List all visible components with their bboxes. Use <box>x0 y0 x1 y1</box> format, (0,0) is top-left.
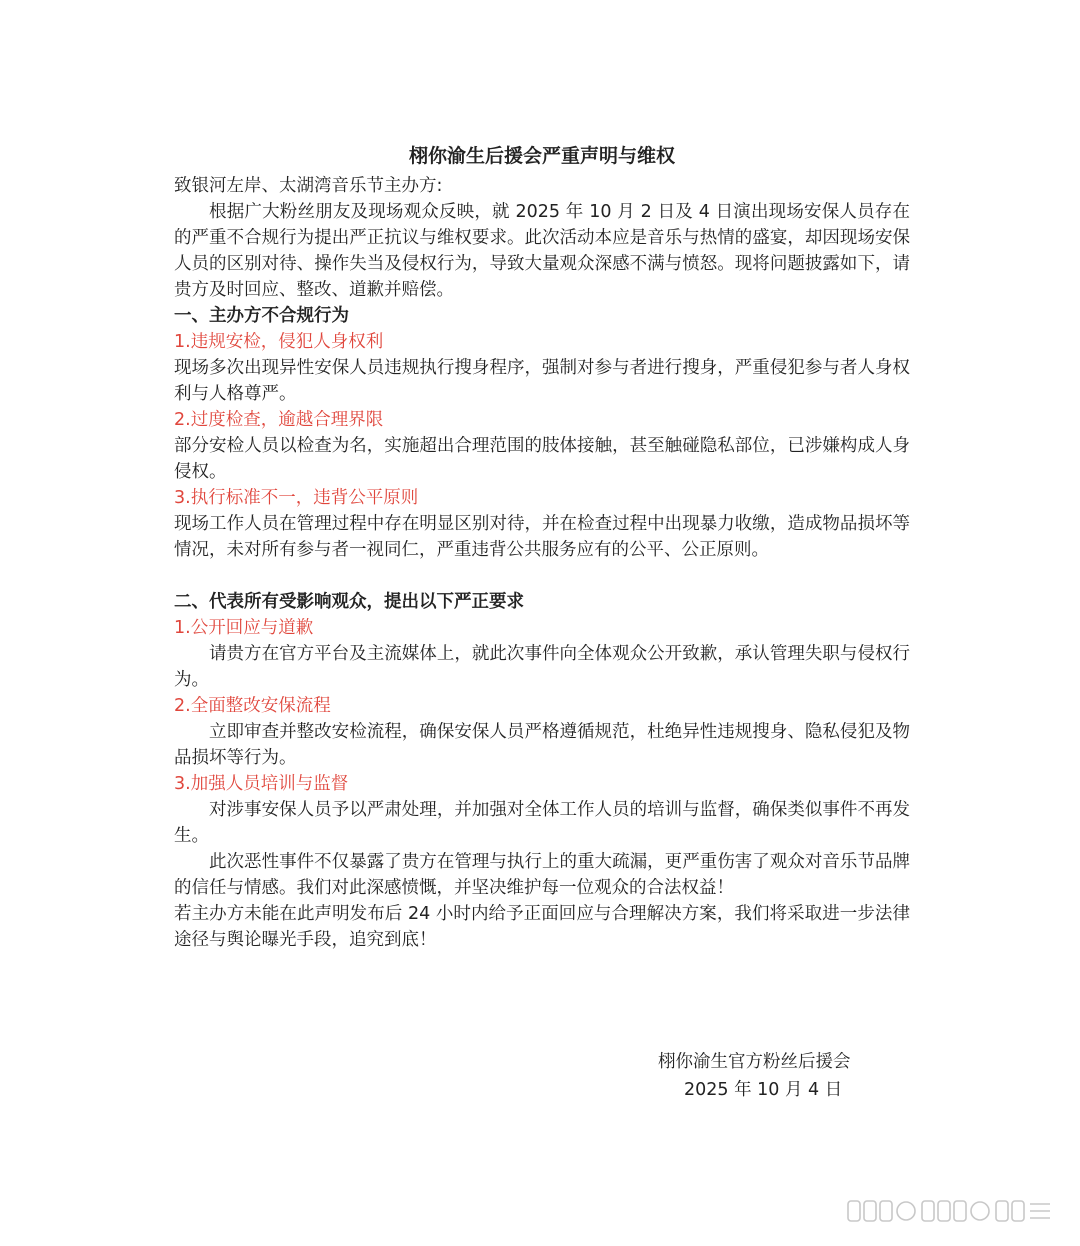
signature-block <box>630 1048 890 1104</box>
signature-date: 2025 年 10 月 4 日 <box>684 1080 843 1100</box>
section-1-item-3-title: 3.执行标准不一，违背公平原则 <box>174 488 419 508</box>
section-2-item-1-title: 1.公开回应与道歉 <box>174 618 314 638</box>
section-1-item-2-body: 部分安检人员以检查为名，实施超出合理范围的肢体接触，甚至触碰隐私部位，已涉嫌构成人身侵权。 <box>174 436 910 482</box>
document-title: 栩你渝生后援会严重声明与维权 <box>408 145 675 167</box>
section-2-item-3-body: 对涉事安保人员予以严肃处理，并加强对全体工作人员的培训与监督，确保类似事件不再发生。 <box>174 800 910 846</box>
section-spacer <box>174 563 910 589</box>
section-2-heading: 二、代表所有受影响观众，提出以下严正要求 <box>174 592 524 612</box>
statement-document <box>174 141 910 953</box>
platform-watermark-icon <box>846 1198 1056 1224</box>
closing-paragraph-1: 此次恶性事件不仅暴露了贵方在管理与执行上的重大疏漏，更严重伤害了观众对音乐节品牌的信任与情感。我们对此深感愤慨，并坚决维护每一位观众的合法权益！ <box>174 852 910 898</box>
section-2-item-1-body: 请贵方在官方平台及主流媒体上，就此次事件向全体观众公开致歉，承认管理失职与侵权行为。 <box>174 644 910 690</box>
section-1-item-1-body: 现场多次出现异性安保人员违规执行搜身程序，强制对参与者进行搜身，严重侵犯参与者人身权利与人格尊严。 <box>174 358 910 404</box>
section-1-heading: 一、主办方不合规行为 <box>174 306 349 326</box>
section-2-item-3-title: 3.加强人员培训与监督 <box>174 774 349 794</box>
signature-organization: 栩你渝生官方粉丝后援会 <box>658 1052 851 1072</box>
closing-paragraph-2: 若主办方未能在此声明发布后 24 小时内给予正面回应与合理解决方案，我们将采取进一步法律途径与舆论曝光手段，追究到底！ <box>174 904 910 950</box>
section-2-item-2-body: 立即审查并整改安检流程，确保安保人员严格遵循规范，杜绝异性违规搜身、隐私侵犯及物品损坏等行为。 <box>174 722 910 768</box>
section-1-item-3-body: 现场工作人员在管理过程中存在明显区别对待，并在检查过程中出现暴力收缴，造成物品损坏等情况，未对所有参与者一视同仁，严重违背公共服务应有的公平、公正原则。 <box>174 514 910 560</box>
section-2-item-2-title: 2.全面整改安保流程 <box>174 696 331 716</box>
intro-paragraph: 根据广大粉丝朋友及现场观众反映，就 2025 年 10 月 2 日及 4 日演出现场安保人员存在的严重不合规行为提出严正抗议与维权要求。此次活动本应是音乐与热情的盛宴，却因现场安保人员的区别对待、操作失当及侵权行为，导致大量观众深感不满与愤怒。现将问题披露如下，请贵方及时回应、整改、道歉并赔偿。 <box>174 202 910 300</box>
addressee: 致银河左岸、太湖湾音乐节主办方: <box>174 176 443 196</box>
section-1-item-1-title: 1.违规安检，侵犯人身权利 <box>174 332 384 352</box>
section-1-item-2-title: 2.过度检查，逾越合理界限 <box>174 410 384 430</box>
